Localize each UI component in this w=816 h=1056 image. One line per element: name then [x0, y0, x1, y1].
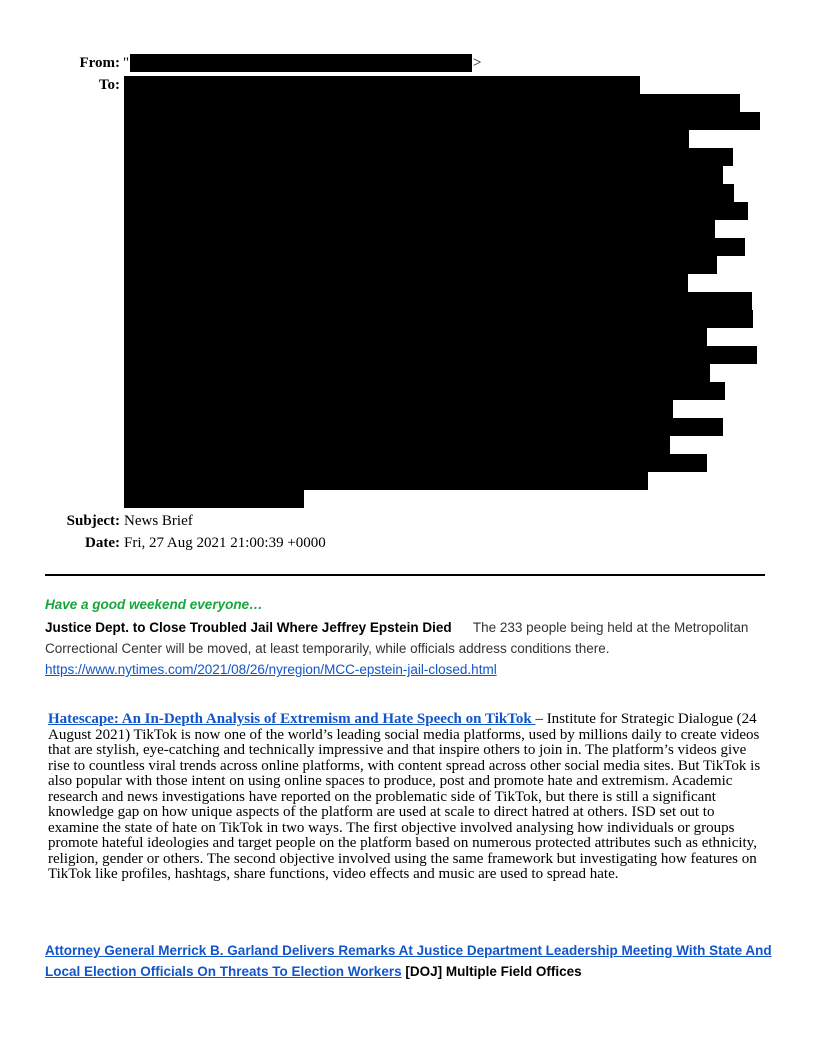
to-label: To: — [98, 77, 120, 93]
headline: Justice Dept. to Close Troubled Jail Where Jeffrey Epstein Died — [45, 620, 452, 635]
from-label: From: — [79, 55, 120, 71]
redaction-bar — [124, 436, 670, 454]
redaction-bar — [124, 454, 707, 472]
redaction-bar — [124, 346, 757, 364]
redaction-bar — [124, 490, 304, 508]
redaction-bar — [130, 54, 472, 72]
greeting: Have a good weekend everyone… — [45, 597, 263, 612]
source: [DOJ] Multiple Field Offices — [401, 964, 582, 979]
redaction-bar — [124, 274, 688, 292]
redaction-bar — [124, 238, 745, 256]
redaction-bar — [124, 400, 673, 418]
headline-link[interactable]: Attorney General Merrick B. Garland Delivers Remarks At Justice Department Leadership Meeting With State And Local Election Officials On Threats To Election Workers — [45, 943, 772, 979]
redaction-bar — [124, 310, 753, 328]
subject-label: Subject: — [66, 513, 120, 529]
redaction-bar — [124, 130, 689, 148]
date-label: Date: — [85, 535, 120, 551]
redaction-bar — [124, 76, 640, 94]
from-prefix: " — [123, 55, 130, 71]
article-link[interactable]: https://www.nytimes.com/2021/08/26/nyregion/MCC-epstein-jail-closed.html — [45, 662, 497, 677]
redaction-bar — [124, 364, 710, 382]
redaction-bar — [124, 166, 723, 184]
redaction-bar — [124, 112, 760, 130]
redaction-bar — [124, 148, 733, 166]
redaction-bar — [124, 220, 715, 238]
headline-link[interactable]: Hatescape: An In-Depth Analysis of Extremism and Hate Speech on TikTok — [48, 711, 536, 727]
news-item-jail-closure — [45, 617, 780, 680]
news-item-hatescape — [48, 712, 763, 883]
subject-value: News Brief — [124, 513, 193, 529]
news-item-garland-remarks — [45, 940, 780, 982]
redaction-bar — [124, 472, 648, 490]
redaction-bar — [124, 94, 740, 112]
summary: The 233 people being held at the Metropolitan Correctional Center will be moved, at least temporarily, while officials address conditions there. — [45, 620, 749, 656]
redaction-bar — [124, 328, 707, 346]
redaction-bar — [124, 184, 734, 202]
from-suffix: > — [473, 55, 482, 71]
redaction-bar — [124, 418, 723, 436]
redaction-bar — [124, 256, 717, 274]
redaction-bar — [124, 382, 725, 400]
redaction-bar — [124, 202, 748, 220]
date-value: Fri, 27 Aug 2021 21:00:39 +0000 — [124, 535, 326, 551]
summary: – Institute for Strategic Dialogue (24 August 2021) TikTok is now one of the world’s leading social media platforms, used by millions daily to create videos that are stylish, eye-catching and technically impressive and that inspire others to join in. The platform’s videos give rise to countless viral trends across online platforms, with content spread across other social media sites. But TikTok is also popular with those intent on using online spaces to produce, post and promote hate and extremism. Academic research and news investigations have reported on the problematic side of TikTok, but there is still a significant knowledge gap on how unique aspects of the platform are used at scale to direct hatred at others. ISD set out to examine the state of hate on TikTok in two ways. The first objective involved analysing how individuals or groups promote hateful ideologies and target people on the platform based on numerous protected attributes such as ethnicity, religion, gender or others. The second objective involved using the same framework but investigating how features on TikTok like profiles, hashtags, share functions, video effects and music are used to spread hate. — [48, 711, 761, 882]
redaction-bar — [124, 292, 752, 310]
header-divider — [45, 574, 765, 576]
